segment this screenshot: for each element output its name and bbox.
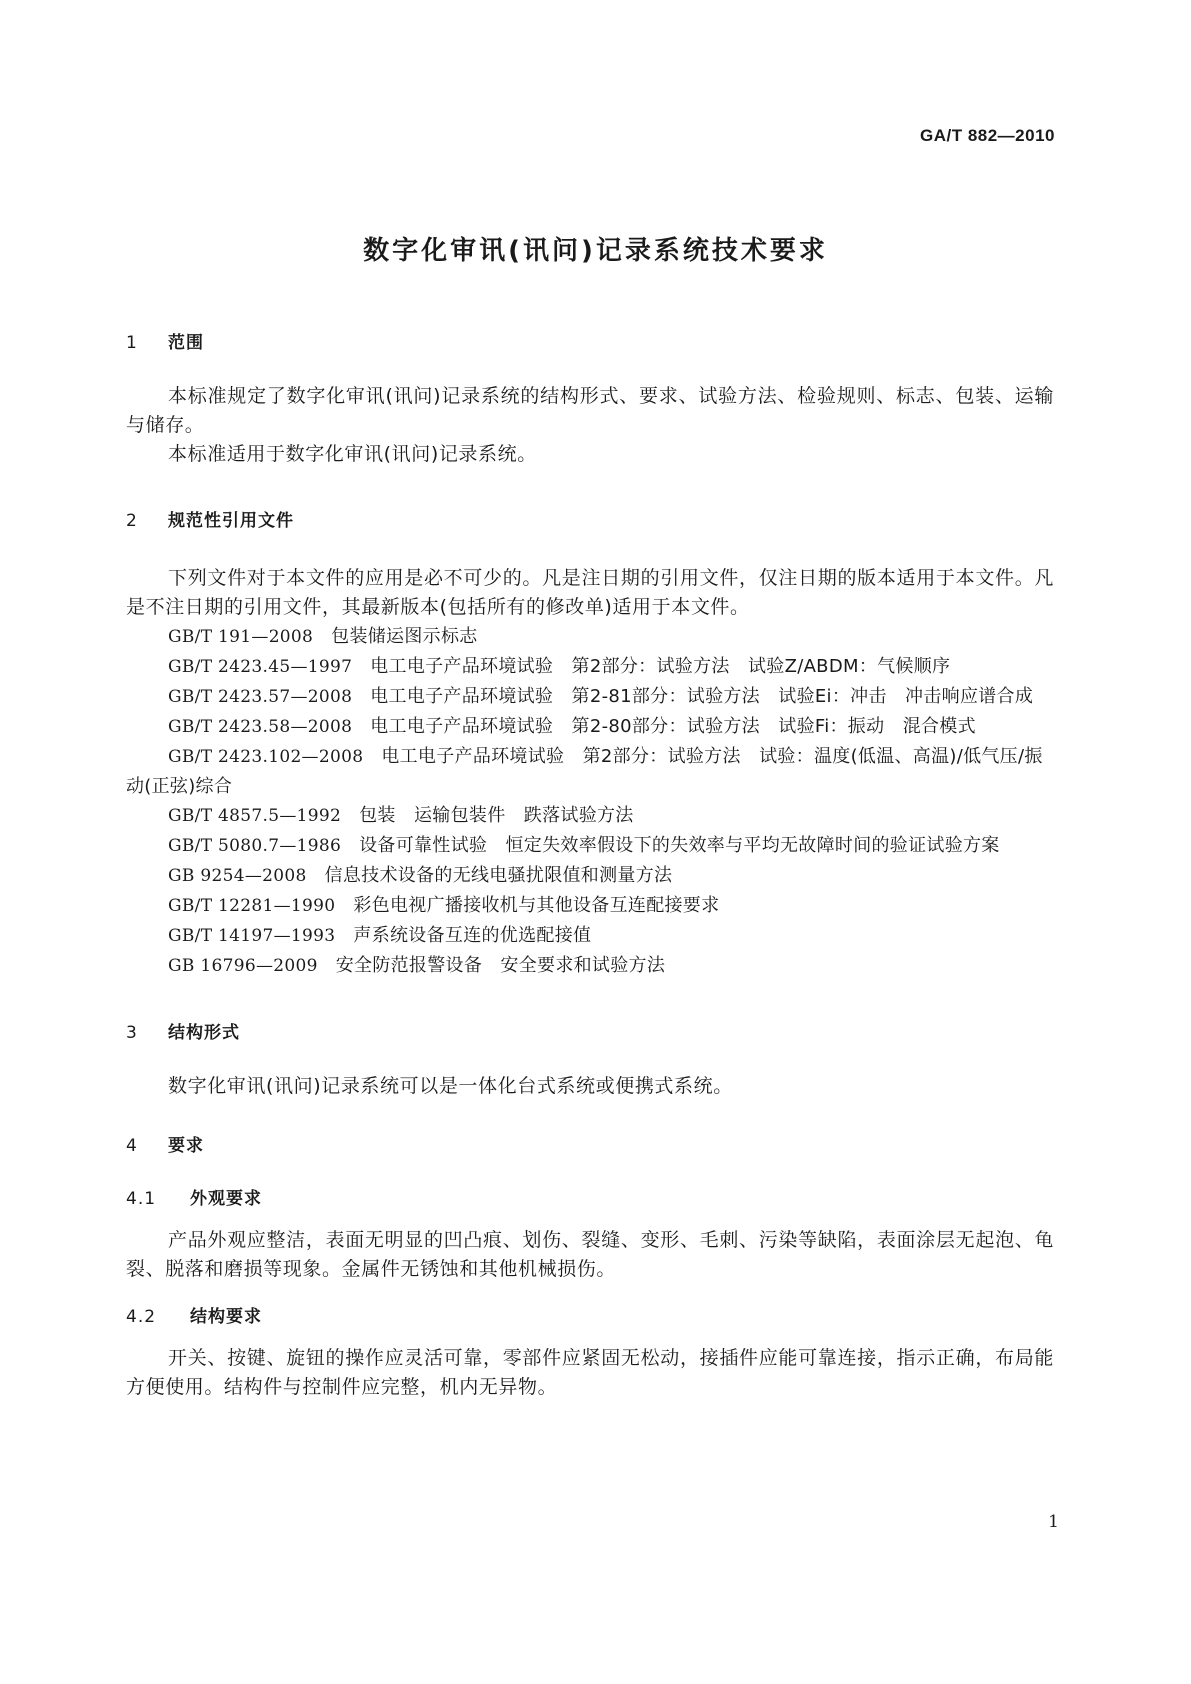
- document-body: [126, 328, 1054, 1402]
- section-number: 1: [126, 333, 138, 353]
- reference-title: 安全防范报警设备 安全要求和试验方法: [335, 955, 666, 976]
- subsection-4-2-heading: [126, 1302, 1054, 1327]
- reference-title: 电工电子产品环境试验 第2-81部分：试验方法 试验Ei：冲击 冲击响应谱合成: [370, 686, 1034, 707]
- section-title: 规范性引用文件: [168, 511, 294, 531]
- section-title: 范围: [168, 333, 204, 353]
- section-3-heading: [126, 1018, 1054, 1043]
- subsection-number: 4.2: [126, 1307, 157, 1327]
- paragraph: 下列文件对于本文件的应用是必不可少的。凡是注日期的引用文件，仅注日期的版本适用于本文件。凡是不注日期的引用文件，其最新版本(包括所有的修改单)适用于本文件。: [126, 567, 1054, 618]
- reference-title: 包装储运图示标志: [331, 626, 478, 647]
- reference-code: GB 16796—2009: [168, 956, 318, 976]
- document-title: 数字化审讯(讯问)记录系统技术要求: [363, 236, 828, 266]
- subsection-4-1-heading: [126, 1184, 1054, 1209]
- subsection-title: 结构要求: [190, 1307, 262, 1327]
- reference-item: [126, 951, 1054, 981]
- reference-code: GB/T 2423.58—2008: [168, 717, 353, 737]
- reference-item: [126, 652, 1054, 682]
- section-4-heading: [126, 1131, 1054, 1156]
- standard-code: GA/T 882—2010: [919, 126, 1055, 145]
- paragraph: 本标准规定了数字化审讯(讯问)记录系统的结构形式、要求、试验方法、检验规则、标志、包装、运输与储存。: [126, 385, 1054, 436]
- reference-code: GB/T 4857.5—1992: [168, 806, 342, 826]
- reference-title: 电工电子产品环境试验 第2-80部分：试验方法 试验Fi：振动 混合模式: [370, 716, 976, 737]
- reference-item: [126, 682, 1054, 712]
- reference-code: GB/T 14197—1993: [168, 926, 336, 946]
- paragraph: 数字化审讯(讯问)记录系统可以是一体化台式系统或便携式系统。: [168, 1075, 733, 1097]
- reference-item: [126, 831, 1054, 861]
- paragraph: 开关、按键、旋钮的操作应灵活可靠，零部件应紧固无松动，接插件应能可靠连接，指示正确，布局能方便使用。结构件与控制件应完整，机内无异物。: [126, 1347, 1054, 1398]
- reference-code: GB/T 191—2008: [168, 627, 314, 647]
- section-title: 要求: [168, 1136, 204, 1156]
- reference-title: 电工电子产品环境试验 第2部分：试验方法 试验：温度(低温、高温)/低气压/振动(正弦)综合: [126, 746, 1043, 797]
- section-number: 2: [126, 511, 138, 531]
- reference-title: 彩色电视广播接收机与其他设备互连配接要求: [353, 895, 720, 916]
- subsection-title: 外观要求: [190, 1189, 262, 1209]
- reference-item: [126, 801, 1054, 831]
- section-title: 结构形式: [168, 1023, 240, 1043]
- reference-title: 包装 运输包装件 跌落试验方法: [359, 805, 634, 826]
- reference-item: [126, 861, 1054, 891]
- reference-code: GB/T 2423.102—2008: [168, 747, 364, 767]
- reference-item: [126, 891, 1054, 921]
- reference-item: [126, 742, 1054, 801]
- paragraph: 产品外观应整洁，表面无明显的凹凸痕、划伤、裂缝、变形、毛刺、污染等缺陷，表面涂层无起泡、龟裂、脱落和磨损等现象。金属件无锈蚀和其他机械损伤。: [126, 1229, 1054, 1280]
- paragraph: 本标准适用于数字化审讯(讯问)记录系统。: [168, 443, 537, 465]
- reference-title: 设备可靠性试验 恒定失效率假设下的失效率与平均无故障时间的验证试验方案: [359, 835, 1000, 856]
- reference-title: 声系统设备互连的优选配接值: [353, 925, 592, 946]
- reference-code: GB/T 2423.57—2008: [168, 687, 353, 707]
- subsection-number: 4.1: [126, 1189, 157, 1209]
- reference-code: GB/T 5080.7—1986: [168, 836, 342, 856]
- reference-item: [126, 712, 1054, 742]
- reference-title: 电工电子产品环境试验 第2部分：试验方法 试验Z/ABDM：气候顺序: [370, 656, 951, 677]
- page-number: 1: [1048, 1512, 1059, 1532]
- section-2-heading: [126, 506, 1054, 531]
- reference-item: [126, 921, 1054, 951]
- section-number: 4: [126, 1136, 138, 1156]
- reference-code: GB/T 2423.45—1997: [168, 657, 353, 677]
- section-number: 3: [126, 1023, 138, 1043]
- reference-item: [126, 622, 1054, 652]
- reference-code: GB 9254—2008: [168, 866, 307, 886]
- reference-title: 信息技术设备的无线电骚扰限值和测量方法: [324, 865, 673, 886]
- reference-code: GB/T 12281—1990: [168, 896, 336, 916]
- section-1-heading: [126, 328, 1054, 353]
